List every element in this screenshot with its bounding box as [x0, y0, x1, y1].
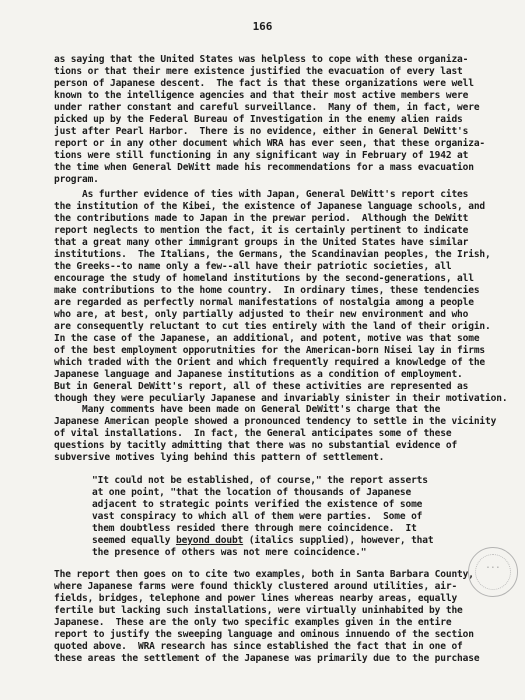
text-line: of the best employment opporutnities for the American-born Nisei lay in firms	[54, 345, 486, 356]
text-line: known to the intelligence agencies and that their most active members were	[54, 90, 469, 101]
text-line: person of Japanese descent. The fact is that these organizations were well	[54, 78, 474, 89]
text-line: In the case of the Japanese, an additional, and potent, motive was that some	[54, 333, 480, 344]
text-line: As further evidence of ties with Japan, General DeWitt's report cites	[54, 189, 469, 200]
archive-stamp-icon: • • •	[468, 547, 518, 597]
text-line: questions by tacitly admitting that there was no substantial evidence of	[54, 440, 458, 451]
text-line: picked up by the Federal Bureau of Investigation in the enemy alien raids	[54, 114, 463, 125]
text-line: Many comments have been made on General DeWitt's charge that the	[54, 404, 441, 415]
paragraph-2	[54, 189, 508, 405]
text-line: fields, bridges, telephone and power lines whereas nearby areas, equally	[54, 593, 458, 604]
text-line: under rather constant and careful surveillance. Many of them, in fact, were	[54, 102, 480, 113]
text-line: of vital installations. In fact, the General anticipates some of these	[54, 428, 452, 439]
text-line: Japanese American people showed a pronounced tendency to settle in the vicinity	[54, 416, 497, 427]
text-line: these areas the settlement of the Japanese was primarily due to the purchase	[54, 653, 480, 664]
text-line: fertile but lacking such installations, were virtually uninhabited by the	[54, 605, 463, 616]
text-line: who are, at best, only partially adjusted to their new environment and who	[54, 309, 469, 320]
text-line: as saying that the United States was helpless to cope with these organiza-	[54, 54, 469, 65]
text-line: program.	[54, 174, 99, 185]
text-line: vast conspiracy to which all of them were parties. Some of	[92, 511, 423, 522]
paragraph-4	[54, 569, 508, 665]
text-line: the time when General DeWitt made his recommendations for a mass evacuation	[54, 162, 474, 173]
text-line: them doubtless resided there through mere coincidence. It	[92, 523, 417, 534]
text-line: adjacent to strategic points verified the existence of some	[92, 499, 423, 510]
text-line: Japanese. These are the only two specific examples given in the entire	[54, 617, 452, 628]
page-number: 166	[252, 20, 273, 33]
text-line: make contributions to the home country. In ordinary times, these tendencies	[54, 285, 480, 296]
text-line: that a great many other immigrant groups in the United States have similar	[54, 237, 469, 248]
text-line: are regarded as perfectly normal manifestations of nostalgia among a people	[54, 297, 474, 308]
text-line: subversive motives lying behind this pattern of settlement.	[54, 452, 385, 463]
block-quote	[92, 475, 472, 559]
text-line: institutions. The Italians, the Germans, the Scandinavian peoples, the Irish,	[54, 249, 491, 260]
text-line: report neglects to mention the fact, it is certainly pertinent to indicate	[54, 225, 469, 236]
text-line: the institution of the Kibei, the existence of Japanese language schools, and	[54, 201, 486, 212]
text-line: just after Pearl Harbor. There is no evidence, either in General DeWitt's	[54, 126, 469, 137]
underlined-phrase: beyond doubt	[175, 535, 244, 546]
paragraph-3	[54, 404, 508, 464]
text-line: which traded with the Orient and which frequently required a knowledge of the	[54, 357, 486, 368]
text-line: The report then goes on to cite two examples, both in Santa Barbara County,	[54, 569, 474, 580]
text-line: the presence of others was not mere coincidence."	[92, 547, 367, 558]
text-line: seemed equally beyond doubt (italics supplied), however, that	[92, 535, 434, 546]
text-line: tions were still functioning in any significant way in February of 1942 at	[54, 150, 469, 161]
text-line: are consequently reluctant to cut ties entirely with the land of their origin.	[54, 321, 491, 332]
text-line: encourage the study of homeland institutions by the second-generations, all	[54, 273, 474, 284]
text-line: though they were peculiarly Japanese and invariably sinister in their motivation.	[54, 393, 508, 404]
text-line: where Japanese farms were found thickly clustered around utilities, air-	[54, 581, 458, 592]
paragraph-1	[54, 54, 508, 186]
text-line: report or in any other document which WRA has ever seen, that these organiza-	[54, 138, 486, 149]
text-line: But in General DeWitt's report, all of these activities are represented as	[54, 381, 469, 392]
text-line: tions or that their mere existence justified the evacuation of every last	[54, 66, 463, 77]
text-line: quoted above. WRA research has since established the fact that in one of	[54, 641, 463, 652]
text-line: "It could not be established, of course," the report asserts	[92, 475, 428, 486]
text-line: Japanese language and Japanese institutions as a condition of employment.	[54, 369, 463, 380]
text-line: at one point, "that the location of thousands of Japanese	[92, 487, 412, 498]
text-line: the contributions made to Japan in the prewar period. Although the DeWitt	[54, 213, 469, 224]
text-line: report to justify the sweeping language and ominous innuendo of the section	[54, 629, 474, 640]
text-line: the Greeks--to name only a few--all have their patriotic societies, all	[54, 261, 452, 272]
